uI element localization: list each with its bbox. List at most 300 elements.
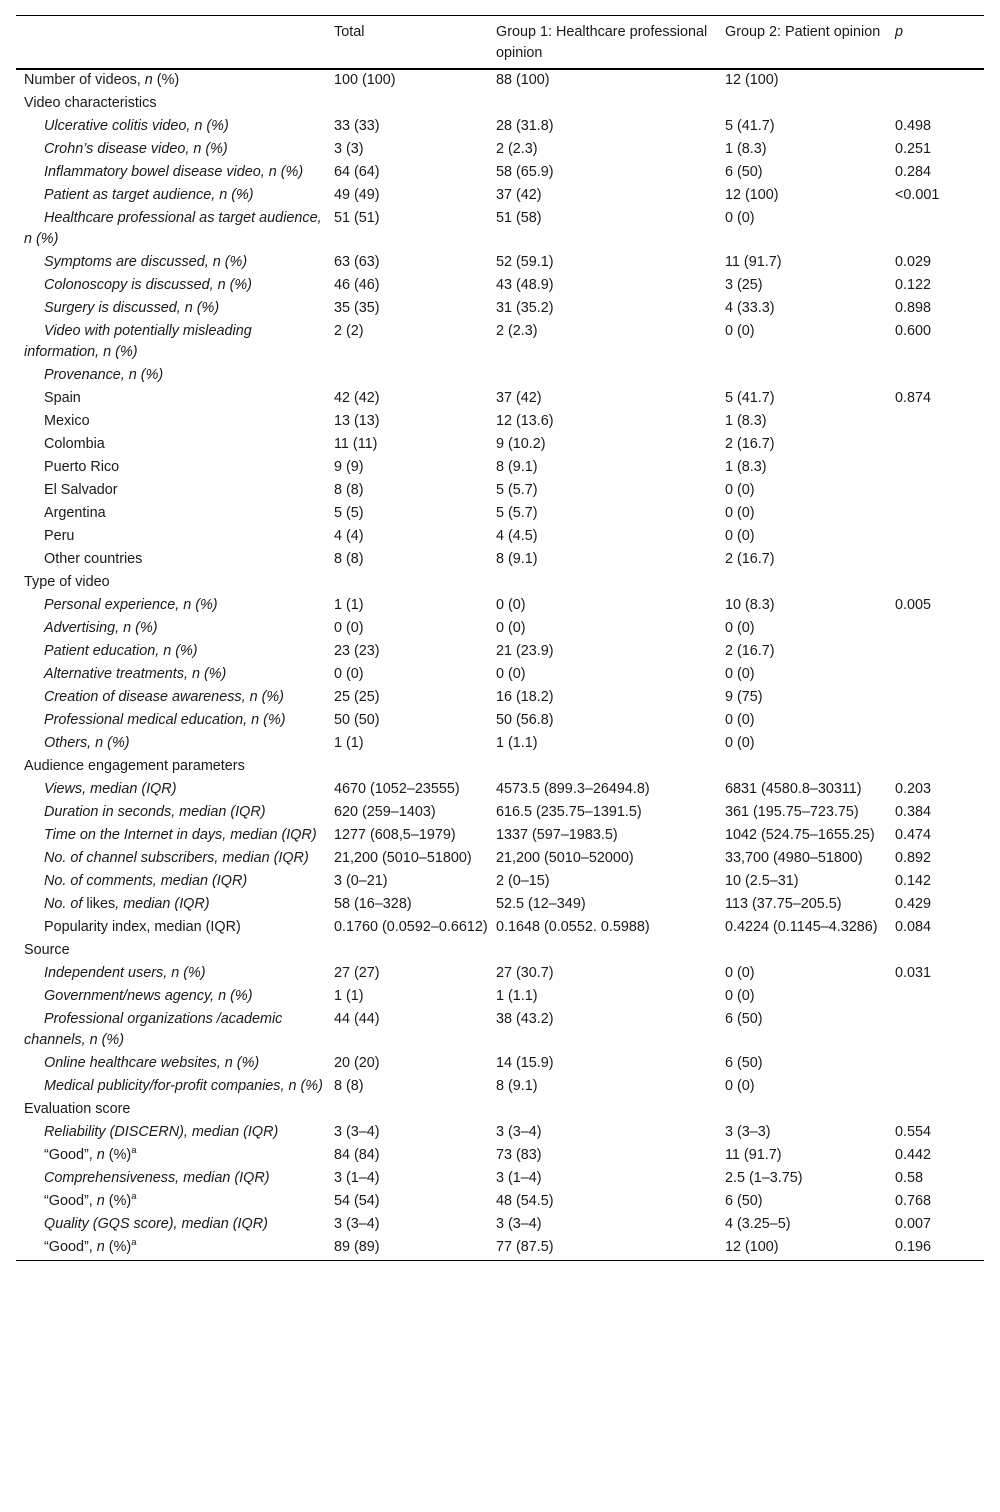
cell-group1: 12 (13.6) [496,413,554,429]
header-cell-total: Total [334,24,365,40]
table-row [16,733,984,756]
cell-group2: 0.4224 (0.1145–4.3286) [725,919,878,935]
cell-p: 0.084 [895,919,932,935]
label-text: Colonoscopy is discussed, n (%) [44,277,252,293]
label-text: Audience engagement parameters [24,758,245,774]
cell-group1: 43 (48.9) [496,277,554,293]
cell-group2: 1 (8.3) [725,459,767,475]
cell-group2: 12 (100) [725,1239,779,1255]
cell-total: 46 (46) [334,277,380,293]
row-label [16,526,326,549]
cell-group1 [488,756,717,779]
row-label [16,1009,326,1053]
label-text: “Good”, [44,1239,97,1255]
table-header [16,16,984,70]
cell-total: 620 (259–1403) [334,804,436,820]
label-text: , median (IQR) [115,896,210,912]
cell-p: 0.898 [895,300,932,316]
cell-p [887,756,984,779]
cell-total: 2 (2) [334,323,364,339]
cell-group1: 73 (83) [496,1147,542,1163]
cell-total: 49 (49) [334,187,380,203]
cell-total: 35 (35) [334,300,380,316]
data-table [16,15,984,1261]
cell-group2: 113 (37.75–205.5) [725,896,842,912]
cell-p: 0.58 [895,1170,924,1186]
header-cell-label [16,16,326,70]
row-label [16,848,326,871]
row-label [16,1076,326,1099]
cell-p: 0.442 [895,1147,932,1163]
row-label [16,457,326,480]
table-row [16,549,984,572]
cell-total: 3 (0–21) [334,873,388,889]
table-row [16,1237,984,1261]
row-label [16,321,326,365]
cell-p [887,69,984,93]
cell-total: 54 (54) [334,1193,380,1209]
cell-group1: 21 (23.9) [496,643,554,659]
cell-total: 58 (16–328) [334,896,412,912]
cell-p [887,365,984,388]
cell-group2: 2 (16.7) [725,436,775,452]
table-row [16,1053,984,1076]
cell-total: 23 (23) [334,643,380,659]
cell-total: 1277 (608,5–1979) [334,827,456,843]
cell-group2: 0 (0) [725,988,755,1004]
row-label [16,1053,326,1076]
cell-total: 9 (9) [334,459,364,475]
label-text: (%) [104,1239,132,1255]
section-row [16,756,984,779]
cell-total: 20 (20) [334,1055,380,1071]
row-label [16,802,326,825]
row-label [16,1099,326,1122]
label-text: El Salvador [44,482,118,498]
cell-group2 [717,572,887,595]
row-label [16,503,326,526]
cell-group2: 1042 (524.75–1655.25) [725,827,875,843]
table-row [16,664,984,687]
cell-group1 [488,1099,717,1122]
label-text: Views, median (IQR) [44,781,177,797]
row-label [16,1214,326,1237]
cell-group1: 2 (2.3) [496,141,538,157]
row-label [16,480,326,503]
header-cell-p: p [895,24,904,40]
table-row [16,802,984,825]
header-cell-group1: Group 1: Healthcare professional opinion [496,24,708,61]
row-label [16,641,326,664]
cell-group2: 6 (50) [725,1055,763,1071]
cell-group2: 0 (0) [725,712,755,728]
cell-group1: 616.5 (235.75–1391.5) [496,804,642,820]
cell-group2: 0 (0) [725,528,755,544]
cell-total: 42 (42) [334,390,380,406]
cell-p [887,434,984,457]
row-label [16,549,326,572]
cell-total: 8 (8) [334,482,364,498]
cell-p [887,457,984,480]
row-label [16,434,326,457]
label-text: Inflammatory bowel disease video, n (%) [44,164,304,180]
label-text: Government/news agency, n (%) [44,988,253,1004]
label-text: n [96,1193,105,1209]
cell-group1: 3 (1–4) [496,1170,542,1186]
table-row [16,963,984,986]
table-row [16,825,984,848]
cell-group1: 1337 (597–1983.5) [496,827,618,843]
table-row [16,1076,984,1099]
table-row [16,411,984,434]
label-text: Spain [44,390,81,406]
cell-p [887,986,984,1009]
cell-group2: 2 (16.7) [725,551,775,567]
row-label [16,1237,326,1261]
row-label [16,93,326,116]
cell-p [887,208,984,252]
row-label [16,664,326,687]
label-text: (%) [152,72,180,88]
cell-group2: 0 (0) [725,666,755,682]
table-row [16,69,984,93]
label-text: Type of video [24,574,110,590]
cell-total: 63 (63) [334,254,380,270]
cell-group1: 14 (15.9) [496,1055,554,1071]
cell-group2: 10 (2.5–31) [725,873,799,889]
cell-total: 3 (3–4) [334,1124,380,1140]
table-row [16,779,984,802]
cell-total: 4670 (1052–23555) [334,781,460,797]
cell-group2 [717,940,887,963]
table-row [16,1191,984,1214]
cell-total: 11 (11) [334,436,378,452]
row-label [16,572,326,595]
cell-group2: 11 (91.7) [725,1147,782,1163]
label-text: Puerto Rico [44,459,120,475]
cell-total [326,756,488,779]
table-row [16,139,984,162]
cell-group2: 6 (50) [725,1011,763,1027]
cell-group1: 8 (9.1) [496,551,538,567]
cell-group2 [717,756,887,779]
cell-group1: 3 (3–4) [496,1216,542,1232]
row-label [16,208,326,252]
label-text: Medical publicity/for-profit companies, n (%) [44,1078,323,1094]
row-label [16,825,326,848]
label-text: likes [86,896,116,912]
cell-group1: 9 (10.2) [496,436,546,452]
table-row [16,687,984,710]
cell-group1: 0 (0) [496,666,526,682]
row-label [16,298,326,321]
cell-total [326,93,488,116]
cell-p [887,526,984,549]
cell-group2: 0 (0) [725,210,755,226]
table-row [16,162,984,185]
cell-total: 84 (84) [334,1147,380,1163]
table-row [16,595,984,618]
cell-group2: 2.5 (1–3.75) [725,1170,803,1186]
cell-group2: 0 (0) [725,482,755,498]
cell-p [887,687,984,710]
footnote-marker: a [131,1145,137,1157]
cell-group2: 6 (50) [725,1193,763,1209]
cell-group1: 4 (4.5) [496,528,538,544]
cell-total: 13 (13) [334,413,380,429]
label-text: Video with potentially misleading information, n (%) [24,323,252,360]
cell-p [887,710,984,733]
cell-group1: 1 (1.1) [496,735,538,751]
cell-total: 0 (0) [334,666,364,682]
table-row [16,894,984,917]
cell-group1: 31 (35.2) [496,300,554,316]
cell-p: 0.600 [895,323,932,339]
cell-group1 [488,940,717,963]
row-label [16,940,326,963]
cell-p [887,664,984,687]
cell-group1: 5 (5.7) [496,505,538,521]
row-label [16,618,326,641]
table-body [16,69,984,1261]
cell-group1: 5 (5.7) [496,482,538,498]
cell-group2: 6831 (4580.8–30311) [725,781,862,797]
table-row [16,116,984,139]
cell-group1: 21,200 (5010–52000) [496,850,634,866]
cell-p [887,503,984,526]
cell-p: <0.001 [895,187,940,203]
row-label [16,687,326,710]
header-row [16,16,984,70]
cell-p [887,549,984,572]
header-cell-group2: Group 2: Patient opinion [725,24,881,40]
table-row [16,457,984,480]
cell-total: 3 (1–4) [334,1170,380,1186]
row-label [16,411,326,434]
table-row [16,480,984,503]
row-label [16,388,326,411]
label-text: Ulcerative colitis video, n (%) [44,118,229,134]
label-text: Peru [44,528,75,544]
label-text: (%) [104,1147,132,1163]
footnote-marker: a [131,1191,137,1203]
label-text: Crohn’s disease video, n (%) [44,141,228,157]
table-row [16,848,984,871]
table-row [16,1214,984,1237]
cell-group1: 28 (31.8) [496,118,554,134]
cell-group2 [717,1099,887,1122]
table-row [16,986,984,1009]
cell-group1: 27 (30.7) [496,965,554,981]
row-label [16,1191,326,1214]
label-text: Source [24,942,70,958]
cell-group2: 2 (16.7) [725,643,775,659]
cell-group2: 3 (3–3) [725,1124,771,1140]
cell-group1: 52 (59.1) [496,254,554,270]
table-row [16,1122,984,1145]
row-label [16,733,326,756]
cell-group1: 0.1648 (0.0552. 0.5988) [496,919,650,935]
cell-group1: 4573.5 (899.3–26494.8) [496,781,650,797]
cell-group1: 1 (1.1) [496,988,538,1004]
row-label [16,986,326,1009]
label-text: Patient education, n (%) [44,643,198,659]
cell-group2: 33,700 (4980–51800) [725,850,863,866]
row-label [16,275,326,298]
cell-group1: 8 (9.1) [496,459,538,475]
row-label [16,365,326,388]
label-text: Surgery is discussed, n (%) [44,300,220,316]
cell-total: 21,200 (5010–51800) [334,850,472,866]
cell-group2 [717,365,887,388]
cell-p: 0.892 [895,850,932,866]
label-text: No. of channel subscribers, median (IQR) [44,850,309,866]
cell-group2: 12 (100) [725,72,779,88]
row-label [16,185,326,208]
cell-group1: 50 (56.8) [496,712,554,728]
cell-p: 0.142 [895,873,932,889]
label-text: Healthcare professional as target audience, n (%) [24,210,322,247]
row-label [16,779,326,802]
cell-group1: 48 (54.5) [496,1193,554,1209]
cell-total: 3 (3) [334,141,364,157]
cell-group1: 38 (43.2) [496,1011,554,1027]
cell-p [887,1076,984,1099]
table-row [16,1168,984,1191]
cell-group1: 0 (0) [496,620,526,636]
label-text: Patient as target audience, n (%) [44,187,254,203]
label-text: Argentina [44,505,106,521]
table-row [16,365,984,388]
label-text: Popularity index, median (IQR) [44,919,241,935]
row-label [16,162,326,185]
cell-group2: 0 (0) [725,620,755,636]
row-label [16,116,326,139]
label-text: “Good”, [44,1147,97,1163]
cell-group1: 2 (2.3) [496,323,538,339]
cell-group2: 0 (0) [725,323,755,339]
cell-group2: 0 (0) [725,1078,755,1094]
cell-total: 1 (1) [334,988,364,1004]
cell-total: 5 (5) [334,505,364,521]
cell-p: 0.384 [895,804,932,820]
cell-group1 [488,93,717,116]
row-label [16,710,326,733]
cell-group2: 4 (33.3) [725,300,775,316]
cell-total: 89 (89) [334,1239,380,1255]
label-text: Evaluation score [24,1101,131,1117]
table-row [16,1009,984,1053]
cell-group1: 16 (18.2) [496,689,554,705]
section-row [16,572,984,595]
cell-total: 3 (3–4) [334,1216,380,1232]
table-row [16,641,984,664]
cell-total [326,365,488,388]
cell-p: 0.122 [895,277,932,293]
table-row [16,526,984,549]
cell-total: 100 (100) [334,72,396,88]
label-text: Reliability (DISCERN), median (IQR) [44,1124,279,1140]
cell-total: 0 (0) [334,620,364,636]
cell-group1: 52.5 (12–349) [496,896,586,912]
label-text: n [144,72,153,88]
cell-group2: 1 (8.3) [725,141,767,157]
row-label [16,871,326,894]
cell-p: 0.474 [895,827,932,843]
cell-p [887,940,984,963]
table-row [16,298,984,321]
section-row [16,93,984,116]
cell-p: 0.251 [895,141,932,157]
label-text: Personal experience, n (%) [44,597,218,613]
cell-p: 0.031 [895,965,932,981]
label-text: Provenance, n (%) [44,367,164,383]
label-text: Creation of disease awareness, n (%) [44,689,284,705]
cell-total: 4 (4) [334,528,364,544]
cell-group1 [488,572,717,595]
cell-p [887,641,984,664]
section-row [16,940,984,963]
cell-group2: 0 (0) [725,965,755,981]
label-text: Online healthcare websites, n (%) [44,1055,260,1071]
cell-p [887,1099,984,1122]
label-text: (%) [104,1193,132,1209]
cell-group2: 1 (8.3) [725,413,767,429]
section-row [16,1099,984,1122]
table-row [16,185,984,208]
table-row [16,321,984,365]
cell-p: 0.203 [895,781,932,797]
cell-p: 0.196 [895,1239,932,1255]
cell-total: 0.1760 (0.0592–0.6612) [334,919,488,935]
cell-total: 50 (50) [334,712,380,728]
cell-group2: 361 (195.75–723.75) [725,804,859,820]
cell-total: 1 (1) [334,597,364,613]
row-label [16,756,326,779]
cell-p: 0.005 [895,597,932,613]
cell-total: 27 (27) [334,965,380,981]
table-row [16,208,984,252]
cell-p: 0.007 [895,1216,932,1232]
cell-group2: 9 (75) [725,689,763,705]
table-row [16,1145,984,1168]
cell-group2: 3 (25) [725,277,763,293]
cell-p [887,1009,984,1053]
cell-group2: 0 (0) [725,505,755,521]
cell-p: 0.768 [895,1193,932,1209]
cell-total [326,572,488,595]
cell-p: 0.874 [895,390,932,406]
label-text: Comprehensiveness, median (IQR) [44,1170,270,1186]
label-text: Advertising, n (%) [44,620,158,636]
cell-group1: 58 (65.9) [496,164,554,180]
label-text: Video characteristics [24,95,157,111]
label-text: No. of [44,896,87,912]
cell-total: 51 (51) [334,210,380,226]
label-text: n [96,1239,105,1255]
row-label [16,139,326,162]
cell-group1: 8 (9.1) [496,1078,538,1094]
row-label [16,252,326,275]
row-label [16,894,326,917]
label-text: Alternative treatments, n (%) [44,666,227,682]
footnote-marker: a [131,1237,137,1249]
cell-p [887,411,984,434]
label-text: Symptoms are discussed, n (%) [44,254,248,270]
cell-p: 0.554 [895,1124,932,1140]
cell-group1: 37 (42) [496,187,542,203]
cell-group1: 88 (100) [496,72,550,88]
